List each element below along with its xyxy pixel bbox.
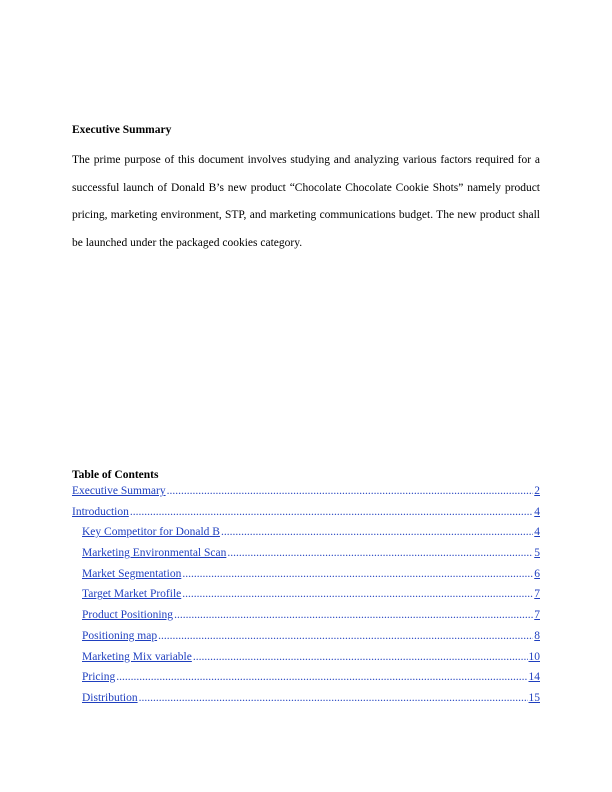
table-of-contents (72, 483, 540, 711)
toc-leader-dots (139, 690, 528, 706)
toc-entry-introduction[interactable] (72, 504, 540, 525)
toc-leader-dots (130, 504, 533, 520)
toc-link[interactable]: Executive Summary (72, 485, 166, 497)
toc-entry-product-positioning[interactable] (72, 607, 540, 628)
toc-link[interactable]: Key Competitor for Donald B (82, 526, 220, 539)
toc-page-number[interactable]: 4 (534, 505, 540, 518)
toc-leader-dots (158, 628, 533, 644)
toc-leader-dots (182, 586, 533, 602)
toc-leader-dots (116, 669, 527, 685)
toc-entry-market-segmentation[interactable] (72, 566, 540, 587)
toc-page-number[interactable]: 10 (528, 650, 540, 663)
toc-link[interactable]: Market Segmentation (82, 567, 182, 580)
toc-page-number[interactable]: 4 (534, 526, 540, 539)
executive-summary-paragraph: The prime purpose of this document involves studying and analyzing various factors required for a successful launch of Donald B’s new product “Chocolate Chocolate Cookie Shots” namely product pricing, marketing environment, STP, and marketing communications budget. The new product shall be launched under the packaged cookies category. (72, 154, 540, 249)
toc-entry-executive-summary[interactable] (72, 483, 540, 504)
toc-link[interactable]: Marketing Mix variable (82, 650, 192, 663)
toc-heading: Table of Contents (72, 469, 159, 481)
toc-leader-dots (221, 524, 533, 540)
toc-leader-dots (167, 483, 534, 499)
toc-leader-dots (193, 649, 528, 665)
toc-link[interactable]: Distribution (82, 691, 138, 704)
toc-page-number[interactable]: 2 (534, 485, 540, 497)
toc-link[interactable]: Introduction (72, 505, 129, 518)
toc-entry-distribution[interactable] (72, 690, 540, 711)
toc-entry-marketing-environmental-scan[interactable] (72, 545, 540, 566)
toc-leader-dots (174, 607, 533, 623)
toc-entry-target-market-profile[interactable] (72, 586, 540, 607)
toc-link[interactable]: Pricing (82, 671, 116, 684)
toc-page-number[interactable]: 14 (528, 671, 540, 684)
toc-page-number[interactable]: 5 (534, 547, 540, 560)
toc-page-number[interactable]: 7 (534, 588, 540, 601)
toc-leader-dots (182, 566, 533, 582)
toc-entry-key-competitor[interactable] (72, 524, 540, 545)
toc-link[interactable]: Positioning map (82, 629, 158, 642)
toc-leader-dots (227, 545, 533, 561)
toc-entry-positioning-map[interactable] (72, 628, 540, 649)
toc-page-number[interactable]: 7 (534, 609, 540, 622)
toc-page-number[interactable]: 8 (534, 629, 540, 642)
toc-link[interactable]: Product Positioning (82, 609, 174, 622)
executive-summary-heading: Executive Summary (72, 124, 172, 136)
toc-page-number[interactable]: 6 (534, 567, 540, 580)
toc-entry-marketing-mix-variable[interactable] (72, 649, 540, 670)
toc-page-number[interactable]: 15 (528, 691, 540, 704)
toc-link[interactable]: Marketing Environmental Scan (82, 547, 227, 560)
toc-link[interactable]: Target Market Profile (82, 588, 182, 601)
toc-entry-pricing[interactable] (72, 669, 540, 690)
